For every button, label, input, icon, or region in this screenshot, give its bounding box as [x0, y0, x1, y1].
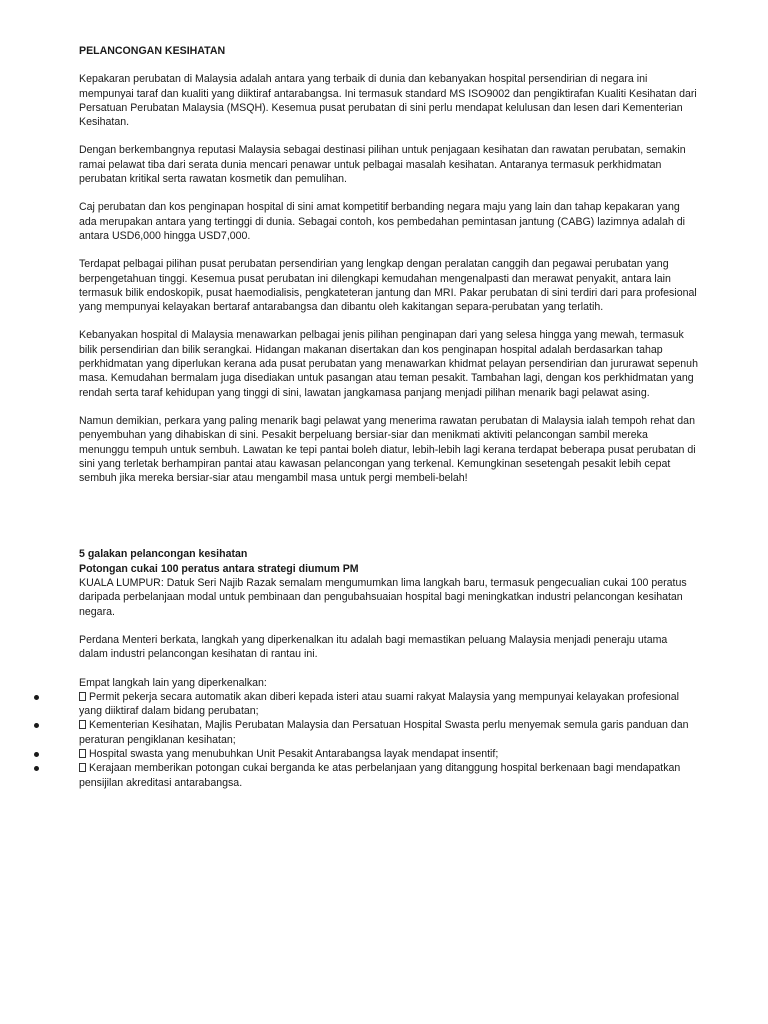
bullet-icon	[34, 695, 39, 700]
news-section	[79, 547, 699, 789]
bullet-icon	[34, 766, 39, 771]
paragraph-recovery: Namun demikian, perkara yang paling menarik bagi pelawat yang menerima rawatan perubatan di Malaysia ialah tempoh rehat dan penyembuhan yang dihabiskan di sini. Pesakit berpeluang bersiar-siar dan menikmati aktiviti pelancongan sambil mereka menunggu tempuh untuk sembuh. Lawatan ke tepi pantai boleh diatur, lebih-lebih lagi kerana terdapat beberapa pusat perubatan di sini yang terletak berhampiran pantai atau kawasan pelancongan yang terkenal. Kemungkinan sesetengah pesakit lebih cepat sembuh jika mereka bersiar-siar atau mengambil masa untuk pergi membeli-belah!	[79, 414, 696, 485]
bullet-icon	[34, 752, 39, 757]
list-item	[79, 761, 699, 790]
list-item	[79, 747, 699, 761]
missing-glyph-icon	[79, 692, 86, 701]
document-title: PELANCONGAN KESIHATAN	[79, 45, 226, 57]
missing-glyph-icon	[79, 749, 86, 758]
paragraph-medical-expertise: Kepakaran perubatan di Malaysia adalah antara yang terbaik di dunia dan kebanyakan hospital persendirian di negara ini mempunyai taraf dan kualiti yang diiktiraf antarabangsa. Ini termasuk standard MS ISO9002 dan pengiktirafan Kualiti Kesihatan dari Persatuan Perubatan Malaysia (MSQH). Kesemua pusat perubatan di sini perlu mendapat kelulusan dan lesen dari Kementerian Kesihatan.	[79, 73, 697, 129]
bullet-icon	[34, 723, 39, 728]
paragraph-accommodation: Kebanyakan hospital di Malaysia menawarkan pelbagai jenis pilihan penginapan dari yang selesa hingga yang mewah, termasuk bilik persendirian dan bilik serangkai. Hidangan makanan disertakan dan kos penginapan hospital adalah berdasarkan tahap perkhidmatan yang diperlukan kerana ada pusat perubatan yang menawarkan khidmat pelayan persendirian dan jururawat sepenuh masa. Kemudahan bermalam juga disediakan untuk pasangan atau teman pesakit. Tambahan lagi, dengan kos perkhidmatan yang rendah serta taraf kehidupan yang tinggi di sini, lawatan jangkamasa panjang menjadi pilihan menarik bagi pelawat asing.	[79, 329, 698, 399]
news-headline: 5 galakan pelancongan kesihatan	[79, 548, 248, 561]
news-paragraph: Perdana Menteri berkata, langkah yang diperkenalkan itu adalah bagi memastikan peluang Malaysia menjadi peneraju utama dalam industri pelancongan kesihatan di rantau ini.	[79, 633, 668, 661]
list-item-text: Permit pekerja secara automatik akan diberi kepada isteri atau suami rakyat Malaysia yang mempunyai kelayakan profesional yang diiktiraf dalam bidang perubatan;	[79, 690, 680, 718]
news-subheadline: Potongan cukai 100 peratus antara strategi diumum PM	[79, 562, 359, 575]
list-item-text: Hospital swasta yang menubuhkan Unit Pesakit Antarabangsa layak mendapat insentif;	[89, 747, 499, 760]
paragraph-facilities: Terdapat pelbagai pilihan pusat perubatan persendirian yang lengkap dengan peralatan canggih dan pegawai perubatan yang berpengetahuan tinggi. Kesemua pusat perubatan ini dilengkapi kemudahan mengenalpasti dan merawat penyakit, antara lain termasuk bilik endoskopik, pusat haemodialisis, pengkateteran jantung dan MRI. Pakar perubatan di sini terdiri dari para profesional yang mempunyai kelayakan bertaraf antarabangsa dan dibantu oleh kakitangan separa-perubatan yang terlatih.	[79, 258, 697, 314]
missing-glyph-icon	[79, 720, 86, 729]
paragraph-reputation: Dengan berkembangnya reputasi Malaysia sebagai destinasi pilihan untuk penjagaan kesihatan dan rawatan perubatan, semakin ramai pelawat tiba dari serata dunia mencari penawar untuk pelbagai masalah kesihatan. Antaranya termasuk perkhidmatan perubatan kritikal serta rawatan kosmetik dan pemulihan.	[79, 144, 686, 186]
list-intro: Empat langkah lain yang diperkenalkan:	[79, 676, 267, 689]
paragraph-costs: Caj perubatan dan kos penginapan hospital di sini amat kompetitif berbanding negara maju yang lain dan tahap kepakaran yang ada merupakan antara yang tertinggi di dunia. Sebagai contoh, kos pembedahan pemintasan jantung (CABG) lazimnya adalah di antara USD6,000 hingga USD7,000.	[79, 201, 686, 242]
document-page	[79, 44, 699, 790]
list-item	[79, 718, 699, 747]
news-lead: KUALA LUMPUR: Datuk Seri Najib Razak semalam mengumumkan lima langkah baru, termasuk pengecualian cukai 100 peratus daripada perbelanjaan modal untuk pembinaan dan pengubahsuaian hospital bagi meningkatkan industri pelancongan kesihatan negara.	[79, 577, 687, 618]
missing-glyph-icon	[79, 763, 86, 772]
list-item	[79, 690, 699, 719]
list-item-text: Kerajaan memberikan potongan cukai berganda ke atas perbelanjaan yang ditanggung hospital berkenaan bagi mendapatkan pensijilan akreditasi antarabangsa.	[79, 762, 681, 789]
measures-list	[79, 690, 699, 790]
list-item-text: Kementerian Kesihatan, Majlis Perubatan Malaysia dan Persatuan Hospital Swasta perlu menyemak semula garis panduan dan peraturan pengiklanan kesihatan;	[79, 719, 689, 746]
